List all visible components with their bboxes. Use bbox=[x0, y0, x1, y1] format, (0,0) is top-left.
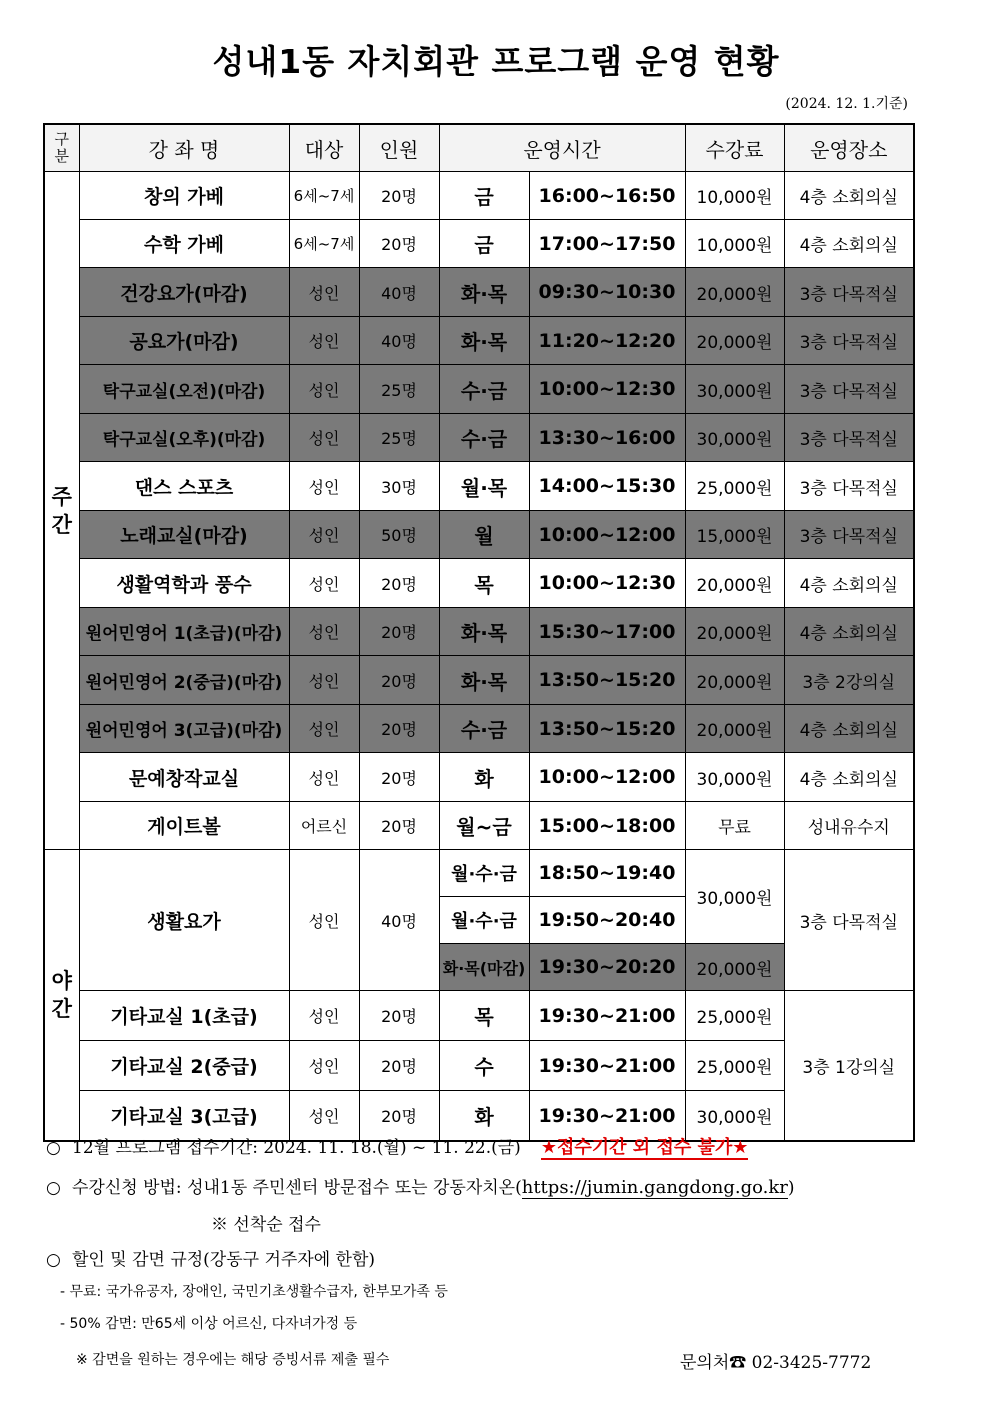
program-days: 화·목 bbox=[439, 656, 529, 705]
table-row bbox=[44, 608, 914, 656]
program-name: 원어민영어 3(고급)(마감) bbox=[79, 705, 289, 753]
program-target: 성인 bbox=[289, 414, 359, 462]
program-time: 14:00~15:30 bbox=[529, 462, 685, 511]
program-count: 20명 bbox=[359, 705, 439, 753]
table-row bbox=[44, 268, 914, 317]
program-count: 20명 bbox=[359, 1041, 439, 1091]
table-row bbox=[44, 753, 914, 802]
note-proof: ※ 감면을 원하는 경우에는 해당 증빙서류 제출 필수 bbox=[76, 1352, 390, 1368]
program-fee: 20,000원 bbox=[685, 559, 784, 608]
table-row bbox=[44, 656, 914, 705]
table-row bbox=[44, 559, 914, 608]
note-discount bbox=[46, 1245, 375, 1270]
program-name: 기타교실 1(초급) bbox=[79, 991, 289, 1041]
program-days: 목 bbox=[439, 559, 529, 608]
program-target: 성인 bbox=[289, 705, 359, 753]
program-target: 성인 bbox=[289, 991, 359, 1041]
contact-phone: 문의처☎ 02-3425-7772 bbox=[680, 1353, 872, 1373]
program-fee: 20,000원 bbox=[685, 656, 784, 705]
program-target: 성인 bbox=[289, 608, 359, 656]
program-name: 문예창작교실 bbox=[79, 753, 289, 802]
program-time: 10:00~12:00 bbox=[529, 511, 685, 559]
program-name: 기타교실 3(고급) bbox=[79, 1091, 289, 1142]
note-half: - 50% 감면: 만65세 이상 어르신, 다자녀가정 등 bbox=[60, 1316, 358, 1332]
program-target: 6세~7세 bbox=[289, 172, 359, 220]
program-count: 25명 bbox=[359, 414, 439, 462]
table-row bbox=[44, 365, 914, 414]
program-time: 13:50~15:20 bbox=[529, 705, 685, 753]
program-fee: 20,000원 bbox=[685, 944, 784, 991]
table-row bbox=[44, 414, 914, 462]
basis-date: (2024. 12. 1.기준) bbox=[785, 96, 908, 112]
program-target: 성인 bbox=[289, 1041, 359, 1091]
note-first-come: ※ 선착순 접수 bbox=[211, 1215, 321, 1235]
program-target: 성인 bbox=[289, 753, 359, 802]
page-title: 성내1동 자치회관 프로그램 운영 현황 bbox=[212, 42, 780, 81]
program-fee: 30,000원 bbox=[685, 365, 784, 414]
header-fee: 수강료 bbox=[685, 124, 784, 172]
program-fee: 20,000원 bbox=[685, 608, 784, 656]
method-text: 수강신청 방법: 성내1동 주민센터 방문접수 또는 강동자치온( bbox=[72, 1178, 522, 1198]
program-target: 성인 bbox=[289, 511, 359, 559]
method-close: ) bbox=[787, 1178, 795, 1198]
program-fee: 10,000원 bbox=[685, 172, 784, 220]
program-count: 20명 bbox=[359, 991, 439, 1041]
table-row bbox=[44, 220, 914, 268]
period-warning: ★접수기간 외 접수 불가★ bbox=[540, 1137, 749, 1158]
table-row bbox=[44, 991, 914, 1041]
program-target: 어르신 bbox=[289, 802, 359, 850]
program-target: 성인 bbox=[289, 365, 359, 414]
header-place: 운영장소 bbox=[784, 124, 914, 172]
program-fee: 30,000원 bbox=[685, 1091, 784, 1142]
note-period bbox=[46, 1133, 748, 1159]
program-name: 공요가(마감) bbox=[79, 317, 289, 365]
program-count: 30명 bbox=[359, 462, 439, 511]
program-name: 노래교실(마감) bbox=[79, 511, 289, 559]
day-section bbox=[44, 172, 914, 850]
program-days: 수 bbox=[439, 1041, 529, 1091]
program-place: 4층 소회의실 bbox=[784, 705, 914, 753]
program-target: 성인 bbox=[289, 656, 359, 705]
program-fee: 25,000원 bbox=[685, 1041, 784, 1091]
program-name: 탁구교실(오후)(마감) bbox=[79, 414, 289, 462]
program-place: 3층 다목적실 bbox=[784, 268, 914, 317]
program-time: 19:30~21:00 bbox=[529, 991, 685, 1041]
bullet: ○ bbox=[46, 1178, 61, 1198]
program-time: 11:20~12:20 bbox=[529, 317, 685, 365]
section-label-day: 주 간 bbox=[44, 172, 79, 850]
program-place: 3층 다목적실 bbox=[784, 317, 914, 365]
program-days: 화·목 bbox=[439, 268, 529, 317]
program-count: 20명 bbox=[359, 1091, 439, 1142]
program-place: 3층 1강의실 bbox=[784, 991, 914, 1142]
table-row bbox=[44, 172, 914, 220]
program-fee: 무료 bbox=[685, 802, 784, 850]
program-place: 3층 다목적실 bbox=[784, 462, 914, 511]
program-days: 목 bbox=[439, 991, 529, 1041]
period-text: 12월 프로그램 접수기간: 2024. 11. 18.(월) ~ 11. 22.(금) bbox=[72, 1138, 521, 1158]
program-count: 20명 bbox=[359, 220, 439, 268]
program-days: 화·목 bbox=[439, 608, 529, 656]
program-name: 댄스 스포츠 bbox=[79, 462, 289, 511]
program-days: 금 bbox=[439, 220, 529, 268]
program-count: 20명 bbox=[359, 559, 439, 608]
program-fee: 25,000원 bbox=[685, 991, 784, 1041]
header-gubun: 구 분 bbox=[44, 124, 79, 172]
program-place: 3층 2강의실 bbox=[784, 656, 914, 705]
program-days: 화 bbox=[439, 753, 529, 802]
program-table bbox=[43, 123, 915, 1142]
program-place: 성내유수지 bbox=[784, 802, 914, 850]
program-time: 15:00~18:00 bbox=[529, 802, 685, 850]
program-name: 원어민영어 1(초급)(마감) bbox=[79, 608, 289, 656]
program-name: 수학 가베 bbox=[79, 220, 289, 268]
note-method bbox=[46, 1173, 795, 1198]
program-fee: 20,000원 bbox=[685, 268, 784, 317]
program-name: 탁구교실(오전)(마감) bbox=[79, 365, 289, 414]
program-target: 성인 bbox=[289, 462, 359, 511]
program-fee: 30,000원 bbox=[685, 414, 784, 462]
program-target: 성인 bbox=[289, 559, 359, 608]
program-days: 월·목 bbox=[439, 462, 529, 511]
table-row bbox=[44, 705, 914, 753]
program-name: 생활요가 bbox=[79, 850, 289, 991]
header-time: 운영시간 bbox=[439, 124, 685, 172]
program-target: 성인 bbox=[289, 850, 359, 991]
program-place: 3층 다목적실 bbox=[784, 850, 914, 991]
table-row bbox=[44, 462, 914, 511]
program-count: 40명 bbox=[359, 268, 439, 317]
program-target: 성인 bbox=[289, 1091, 359, 1142]
note-free: - 무료: 국가유공자, 장애인, 국민기초생활수급자, 한부모가족 등 bbox=[60, 1284, 448, 1300]
program-count: 40명 bbox=[359, 317, 439, 365]
program-days: 월 bbox=[439, 511, 529, 559]
program-days: 월·수·금 bbox=[439, 850, 529, 897]
program-days: 수·금 bbox=[439, 414, 529, 462]
program-fee: 15,000원 bbox=[685, 511, 784, 559]
program-place: 3층 다목적실 bbox=[784, 511, 914, 559]
section-label-night: 야 간 bbox=[44, 850, 79, 1142]
program-time: 19:30~21:00 bbox=[529, 1091, 685, 1142]
program-place: 3층 다목적실 bbox=[784, 414, 914, 462]
program-count: 40명 bbox=[359, 850, 439, 991]
program-days: 화·목(마감) bbox=[439, 944, 529, 991]
program-place: 4층 소회의실 bbox=[784, 608, 914, 656]
program-count: 50명 bbox=[359, 511, 439, 559]
program-count: 20명 bbox=[359, 608, 439, 656]
bullet: ○ bbox=[46, 1250, 61, 1270]
program-days: 수·금 bbox=[439, 705, 529, 753]
program-time: 10:00~12:00 bbox=[529, 753, 685, 802]
program-time: 10:00~12:30 bbox=[529, 559, 685, 608]
header-target: 대상 bbox=[289, 124, 359, 172]
program-target: 성인 bbox=[289, 317, 359, 365]
discount-title: 할인 및 감면 규정(강동구 거주자에 한함) bbox=[72, 1250, 376, 1270]
program-time: 09:30~10:30 bbox=[529, 268, 685, 317]
program-name: 건강요가(마감) bbox=[79, 268, 289, 317]
table-header-row bbox=[44, 124, 914, 172]
program-target: 성인 bbox=[289, 268, 359, 317]
table-row bbox=[44, 317, 914, 365]
program-time: 10:00~12:30 bbox=[529, 365, 685, 414]
program-fee: 20,000원 bbox=[685, 317, 784, 365]
program-time: 17:00~17:50 bbox=[529, 220, 685, 268]
header-name: 강 좌 명 bbox=[79, 124, 289, 172]
program-name: 생활역학과 풍수 bbox=[79, 559, 289, 608]
program-place: 3층 다목적실 bbox=[784, 365, 914, 414]
program-count: 20명 bbox=[359, 172, 439, 220]
program-time: 19:30~20:20 bbox=[529, 944, 685, 991]
table-row bbox=[44, 802, 914, 850]
program-fee: 10,000원 bbox=[685, 220, 784, 268]
program-count: 25명 bbox=[359, 365, 439, 414]
program-days: 화·목 bbox=[439, 317, 529, 365]
bullet: ○ bbox=[46, 1138, 61, 1158]
program-time: 13:50~15:20 bbox=[529, 656, 685, 705]
program-name: 기타교실 2(중급) bbox=[79, 1041, 289, 1091]
program-time: 19:30~21:00 bbox=[529, 1041, 685, 1091]
program-fee: 25,000원 bbox=[685, 462, 784, 511]
program-name: 창의 가베 bbox=[79, 172, 289, 220]
program-count: 20명 bbox=[359, 802, 439, 850]
header-count: 인원 bbox=[359, 124, 439, 172]
program-name: 원어민영어 2(중급)(마감) bbox=[79, 656, 289, 705]
program-time: 15:30~17:00 bbox=[529, 608, 685, 656]
table-row bbox=[44, 511, 914, 559]
program-target: 6세~7세 bbox=[289, 220, 359, 268]
program-days: 화 bbox=[439, 1091, 529, 1142]
table-row bbox=[44, 850, 914, 897]
program-fee: 30,000원 bbox=[685, 850, 784, 944]
method-url-link[interactable]: https://jumin.gangdong.go.kr bbox=[521, 1177, 788, 1198]
program-days: 수·금 bbox=[439, 365, 529, 414]
program-place: 4층 소회의실 bbox=[784, 172, 914, 220]
program-place: 4층 소회의실 bbox=[784, 559, 914, 608]
program-name: 게이트볼 bbox=[79, 802, 289, 850]
table-row bbox=[44, 1041, 914, 1091]
program-time: 19:50~20:40 bbox=[529, 897, 685, 944]
program-fee: 20,000원 bbox=[685, 705, 784, 753]
program-time: 18:50~19:40 bbox=[529, 850, 685, 897]
program-days: 월~금 bbox=[439, 802, 529, 850]
program-count: 20명 bbox=[359, 656, 439, 705]
program-count: 20명 bbox=[359, 753, 439, 802]
night-section bbox=[44, 850, 914, 1142]
program-time: 13:30~16:00 bbox=[529, 414, 685, 462]
program-days: 금 bbox=[439, 172, 529, 220]
program-place: 4층 소회의실 bbox=[784, 220, 914, 268]
program-fee: 30,000원 bbox=[685, 753, 784, 802]
program-days: 월·수·금 bbox=[439, 897, 529, 944]
program-place: 4층 소회의실 bbox=[784, 753, 914, 802]
program-time: 16:00~16:50 bbox=[529, 172, 685, 220]
